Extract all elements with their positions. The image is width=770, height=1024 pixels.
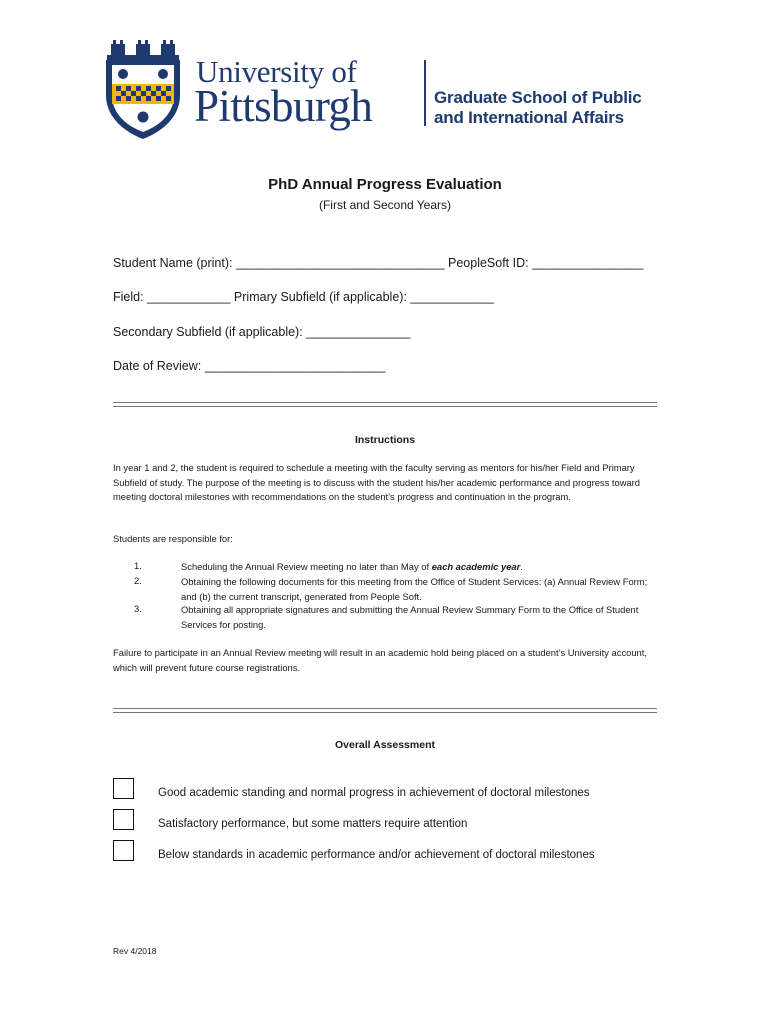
field-primary-subfield[interactable]: Field: ____________ Primary Subfield (if applicable): ____________ xyxy=(113,290,494,304)
date-of-review-field[interactable]: Date of Review: __________________________ xyxy=(113,359,386,373)
list-item xyxy=(181,560,659,575)
student-name-peoplesoft-field[interactable]: Student Name (print): ______________________________ PeopleSoft ID: ________________ xyxy=(113,256,644,270)
section-divider xyxy=(113,402,657,407)
list-item-number: 2. xyxy=(134,575,142,586)
school-name-line2: and International Affairs xyxy=(434,108,624,127)
assessment-good-checkbox[interactable] xyxy=(113,778,134,799)
responsibilities-intro: Students are responsible for: xyxy=(113,533,233,544)
revision-label: Rev 4/2018 xyxy=(113,946,157,956)
page-title: PhD Annual Progress Evaluation xyxy=(268,176,502,193)
list-item-number: 3. xyxy=(134,603,142,614)
assessment-below-standards-label: Below standards in academic performance and/or achievement of doctoral milestones xyxy=(158,849,595,861)
list-item-text-end: . xyxy=(520,561,523,572)
secondary-subfield-field[interactable]: Secondary Subfield (if applicable): _______________ xyxy=(113,325,411,339)
assessment-satisfactory-checkbox[interactable] xyxy=(113,809,134,830)
university-name-line2: Pittsburgh xyxy=(194,81,373,131)
list-item: Obtaining the following documents for this meeting from the Office of Student Services: (a) Annual Review Form; and (b) the current transcript, generated from People Soft. xyxy=(181,576,648,602)
overall-assessment-heading: Overall Assessment xyxy=(334,739,435,751)
assessment-below-standards-checkbox[interactable] xyxy=(113,840,134,861)
list-item-text: Scheduling the Annual Review meeting no later than May of xyxy=(181,561,432,572)
logo-divider xyxy=(424,60,426,126)
page-subtitle: (First and Second Years) xyxy=(318,198,452,212)
school-name-line1: Graduate School of Public xyxy=(434,88,642,107)
section-divider xyxy=(113,708,657,713)
university-shield-icon xyxy=(103,40,183,140)
assessment-good-label: Good academic standing and normal progress in achievement of doctoral milestones xyxy=(158,787,590,799)
failure-notice: Failure to participate in an Annual Review meeting will result in an academic hold being placed on a student’s University account, which will prevent future course registrations. xyxy=(113,647,647,673)
assessment-satisfactory-label: Satisfactory performance, but some matters require attention xyxy=(158,818,468,830)
list-item: Obtaining all appropriate signatures and submitting the Annual Review Summary Form to the Office of Student Services for posting. xyxy=(181,604,639,630)
list-item-emphasis: each academic year xyxy=(431,561,521,572)
instructions-paragraph: In year 1 and 2, the student is required to schedule a meeting with the faculty serving as mentors for his/her Field and Primary Subfield of study. The purpose of the meeting is to discuss with the student his/her academic performance and progress toward meeting doctoral milestones with recommendations on the student’s progress and continuation in the program. xyxy=(113,462,641,502)
university-name-line1: University of xyxy=(196,54,357,89)
instructions-heading: Instructions xyxy=(354,434,416,446)
list-item-number: 1. xyxy=(134,560,142,571)
